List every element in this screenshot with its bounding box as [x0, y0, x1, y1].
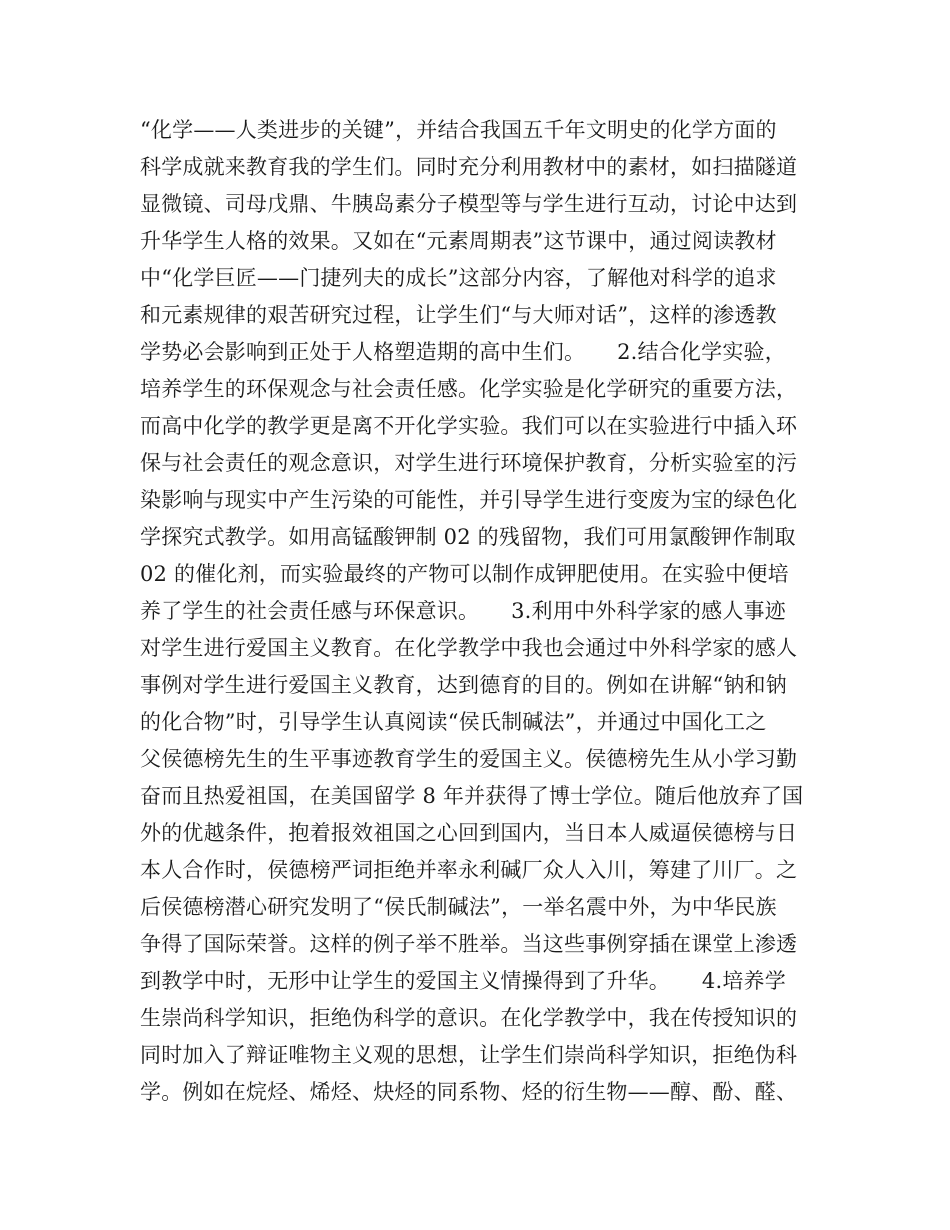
text-line-22: 后侯德榜潜心研究发明了“侯氏制碱法”，一举名震中外，为中华民族	[140, 895, 777, 919]
text-line-21: 本人合作时，侯德榜严词拒绝并率永利碱厂众人入川，筹建了川厂。之	[140, 858, 798, 882]
text-line-9: 而高中化学的教学更是离不开化学实验。我们可以在实验进行中插入环	[140, 414, 798, 438]
text-line-19: 奋而且热爱祖国，在美国留学 8 年并获得了博士学位。随后他放弃了国	[140, 784, 804, 808]
text-line-15: 对学生进行爱国主义教育。在化学教学中我也会通过中外科学家的感人	[140, 636, 798, 660]
text-line-11: 染影响与现实中产生污染的可能性，并引导学生进行变废为宝的绿色化	[140, 488, 798, 512]
text-line-24: 到教学中时，无形中让学生的爱国主义情操得到了升华。 4.培养学	[140, 969, 786, 993]
text-line-10: 保与社会责任的观念意识，对学生进行环境保护教育，分析实验室的污	[140, 451, 798, 475]
text-line-4: 升华学生人格的效果。又如在“元素周期表”这节课中，通过阅读教材	[140, 229, 777, 253]
text-line-13: 02 的催化剂，而实验最终的产物可以制作成钾肥使用。在实验中便培	[140, 562, 789, 586]
text-line-16: 事例对学生进行爱国主义教育，达到德育的目的。例如在讲解“钠和钠	[140, 673, 787, 697]
text-line-20: 外的优越条件，抱着报效祖国之心回到国内，当日本人威逼侯德榜与日	[140, 821, 798, 845]
text-line-6: 和元素规律的艰苦研究过程，让学生们“与大师对话”，这样的渗透教	[140, 303, 777, 327]
text-line-25: 生崇尚科学知识，拒绝伪科学的意识。在化学教学中，我在传授知识的	[140, 1006, 798, 1030]
text-line-1: “化学——人类进步的关键”，并结合我国五千年文明史的化学方面的	[140, 118, 777, 142]
text-line-23: 争得了国际荣誉。这样的例子举不胜举。当这些事例穿插在课堂上渗透	[140, 932, 798, 956]
text-line-5: 中“化学巨匠——门捷列夫的成长”这部分内容，了解他对科学的追求	[140, 266, 777, 290]
text-line-26: 同时加入了辩证唯物主义观的思想，让学生们崇尚科学知识，拒绝伪科	[140, 1043, 798, 1067]
text-line-18: 父侯德榜先生的生平事迹教育学生的爱国主义。侯德榜先生从小学习勤	[140, 747, 798, 771]
text-line-2: 科学成就来教育我的学生们。同时充分利用教材中的素材，如扫描隧道	[140, 155, 798, 179]
body-text	[140, 112, 812, 1111]
text-line-3: 显微镜、司母戊鼎、牛胰岛素分子模型等与学生进行互动，讨论中达到	[140, 192, 798, 216]
text-line-12: 学探究式教学。如用高锰酸钾制 02 的残留物，我们可用氯酸钾作制取	[140, 525, 796, 549]
text-line-7: 学势必会影响到正处于人格塑造期的高中生们。 2.结合化学实验，	[140, 340, 786, 364]
text-line-17: 的化合物”时，引导学生认真阅读“侯氏制碱法”，并通过中国化工之	[140, 710, 767, 734]
text-line-8: 培养学生的环保观念与社会责任感。化学实验是化学研究的重要方法，	[140, 377, 798, 401]
text-line-27: 学。例如在烷烃、烯烃、炔烃的同系物、烃的衍生物——醇、酚、醛、	[140, 1080, 798, 1104]
text-line-14: 养了学生的社会责任感与环保意识。 3.利用中外科学家的感人事迹	[140, 599, 786, 623]
